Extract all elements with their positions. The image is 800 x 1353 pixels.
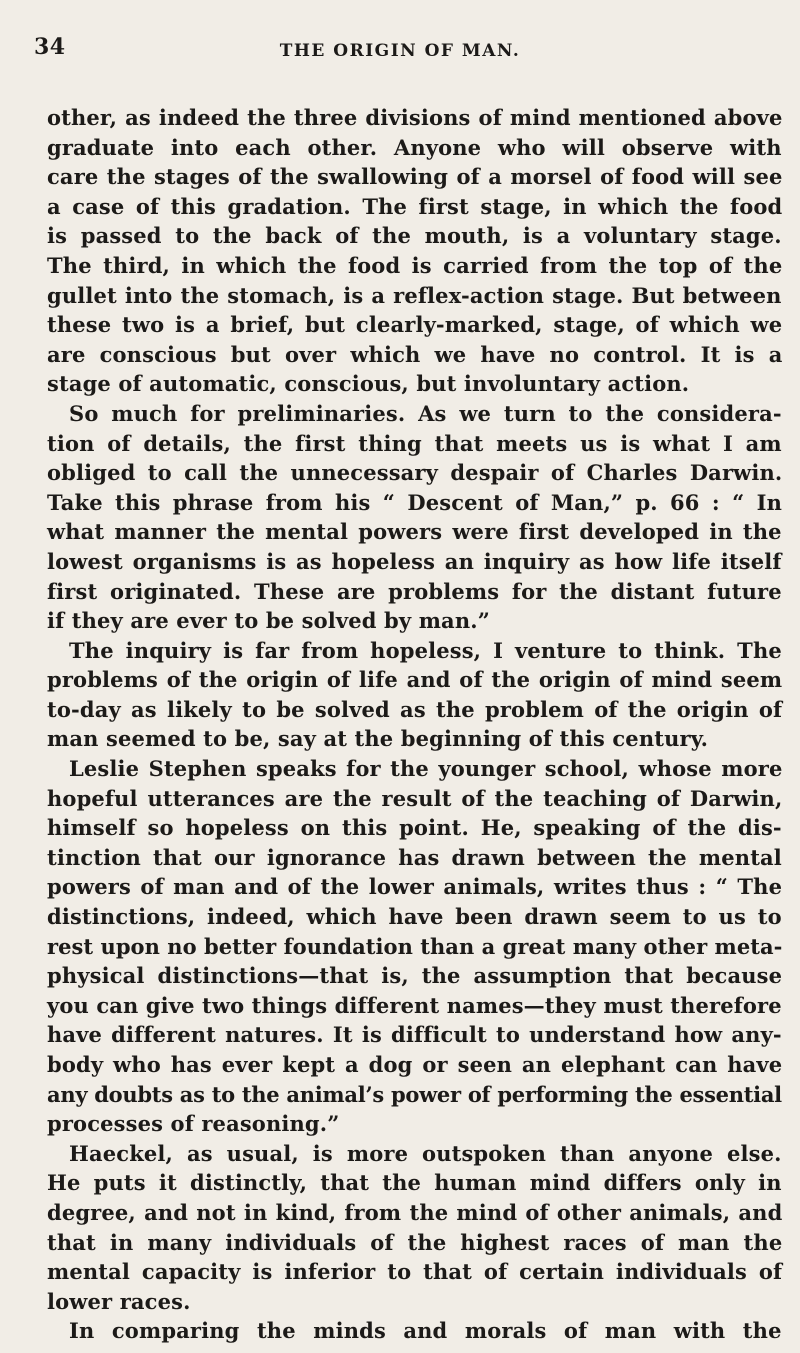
text-line: body who has ever kept a dog or seen an elephant can have [47, 1052, 783, 1077]
text-line: degree, and not in kind, from the mind of other animals, and [47, 1199, 783, 1225]
text-line: are conscious but over which we have no control. It is a [47, 341, 783, 367]
text-line: man seemed to be, say at the beginning of this century. [47, 726, 709, 752]
text-line: Take this phrase from his “ Descent of Man,” p. 66 : “ In [47, 489, 783, 515]
text-line: any doubts as to the animal’s power of performing the essential [47, 1081, 782, 1107]
text-line: that in many individuals of the highest races of man the [47, 1229, 783, 1255]
text-line: Leslie Stephen speaks for the younger school, whose more [69, 756, 783, 782]
text-line: Haeckel, as usual, is more outspoken than anyone else. [69, 1140, 782, 1166]
body-text [47, 103, 782, 1346]
text-line: is passed to the back of the mouth, is a voluntary stage. [47, 223, 782, 249]
text-line: distinctions, indeed, which have been drawn seem to us to [47, 904, 782, 930]
text-line: graduate into each other. Anyone who will observe with [47, 134, 782, 160]
running-head: THE ORIGIN OF MAN. [279, 41, 521, 61]
text-line: physical distinctions—that is, the assumption that because [47, 963, 783, 989]
text-line: other, as indeed the three divisions of mind mentioned above [47, 105, 783, 130]
text-line: The third, in which the food is carried from the top of the [47, 252, 783, 278]
text-line: In comparing the minds and morals of man with the [69, 1318, 782, 1344]
text-line: mental capacity is inferior to that of certain individuals of [47, 1259, 783, 1285]
text-line: processes of reasoning.” [47, 1111, 340, 1137]
text-line: obliged to call the unnecessary despair of Charles Darwin. [47, 460, 783, 486]
text-line: himself so hopeless on this point. He, speaking of the dis- [47, 815, 782, 841]
text-line: lower races. [47, 1288, 191, 1314]
text-line: first originated. These are problems for the distant future [47, 578, 782, 604]
text-line: to-day as likely to be solved as the problem of the origin of [47, 696, 783, 722]
text-line: The inquiry is far from hopeless, I venture to think. The [69, 637, 782, 663]
page-number: 34 [34, 34, 66, 60]
text-line: these two is a brief, but clearly-marked, stage, of which we [47, 312, 783, 338]
text-line: you can give two things different names—they must therefore [47, 992, 782, 1018]
text-line: care the stages of the swallowing of a morsel of food will see [47, 164, 783, 190]
text-line: rest upon no better foundation than a great many other meta- [47, 933, 783, 959]
text-line: have different natures. It is difficult to understand how any- [47, 1022, 782, 1048]
text-line: problems of the origin of life and of the origin of mind seem [47, 667, 783, 693]
text-line: powers of man and of the lower animals, writes thus : “ The [47, 874, 783, 900]
text-line: stage of automatic, conscious, but involuntary action. [47, 371, 690, 397]
text-line: tinction that our ignorance has drawn between the mental [47, 844, 782, 870]
text-line: He puts it distinctly, that the human mind differs only in [47, 1170, 782, 1196]
text-line: if they are ever to be solved by man.” [47, 608, 490, 634]
text-line: gullet into the stomach, is a reflex-action stage. But between [47, 282, 782, 308]
text-line: a case of this gradation. The first stage, in which the food [47, 193, 783, 219]
text-line: lowest organisms is as hopeless an inquiry as how life itself [47, 548, 782, 574]
text-line: hopeful utterances are the result of the teaching of Darwin, [47, 785, 783, 811]
text-line: what manner the mental powers were first developed in the [47, 519, 782, 545]
text-line: tion of details, the first thing that meets us is what I am [47, 430, 782, 456]
text-line: So much for preliminaries. As we turn to the considera- [69, 400, 782, 426]
